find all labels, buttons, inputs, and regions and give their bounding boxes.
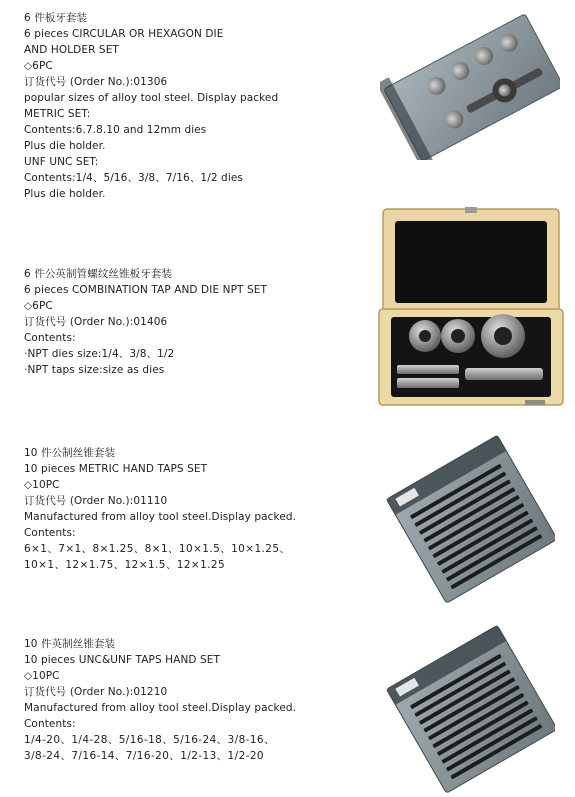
order-number: 订货代号 (Order No.):01210 [24,686,168,698]
order-number: 订货代号 (Order No.):01406 [24,316,168,328]
npt-dies: ·NPT dies size:1/4、3/8、1/2 [24,348,175,360]
metric-contents: Contents:6.7.8.10 and 12mm dies [24,124,207,136]
contents-heading: Contents: [24,527,76,539]
title-en: 10 pieces METRIC HAND TAPS SET [24,463,208,475]
piece-count: ◇6PC [24,300,53,312]
description: Manufactured from alloy tool steel.Display packed. [24,702,297,714]
title-cn: 10 件英制丝锥套装 [24,638,116,650]
sizes-row-2: 3/8-24、7/16-14、7/16-20、1/2-13、1/2-20 [24,750,265,762]
npt-taps: ·NPT taps size:size as dies [24,364,165,376]
unf-heading: UNF UNC SET: [24,156,99,168]
contents-heading: Contents: [24,718,76,730]
unc-unf-taps-product-photo [385,620,555,795]
description: Manufactured from alloy tool steel.Display packed. [24,511,297,523]
title-en: 6 pieces COMBINATION TAP AND DIE NPT SET [24,284,267,296]
piece-count: ◇6PC [24,60,53,72]
product-text [24,10,354,202]
title-cn: 10 件公制丝锥套装 [24,447,116,459]
product-text [24,266,354,378]
metric-holder: Plus die holder. [24,140,106,152]
wooden-box-product-photo [375,205,565,410]
title-en-cont: AND HOLDER SET [24,44,119,56]
sizes-row-2: 10×1、12×1.75、12×1.5、12×1.25 [24,559,226,571]
unf-holder: Plus die holder. [24,188,106,200]
title-cn: 6 件板牙套装 [24,12,88,24]
metric-heading: METRIC SET: [24,108,91,120]
piece-count: ◇10PC [24,479,60,491]
piece-count: ◇10PC [24,670,60,682]
contents-heading: Contents: [24,332,76,344]
title-en: 10 pieces UNC&UNF TAPS HAND SET [24,654,221,666]
order-number: 订货代号 (Order No.):01306 [24,76,168,88]
product-text [24,445,354,573]
sizes-row-1: 6×1、7×1、8×1.25、8×1、10×1.5、10×1.25、 [24,543,291,555]
metric-taps-product-photo [385,430,555,605]
sizes-row-1: 1/4-20、1/4-28、5/16-18、5/16-24、3/8-16、 [24,734,275,746]
description: popular sizes of alloy tool steel. Display packed [24,92,279,104]
order-number: 订货代号 (Order No.):01110 [24,495,168,507]
unf-contents: Contents:1/4、5/16、3/8、7/16、1/2 dies [24,172,243,184]
product-text [24,636,354,764]
die-set-product-photo [380,10,560,160]
title-en: 6 pieces CIRCULAR OR HEXAGON DIE [24,28,224,40]
title-cn: 6 件公英制管螺纹丝锥板牙套装 [24,268,173,280]
